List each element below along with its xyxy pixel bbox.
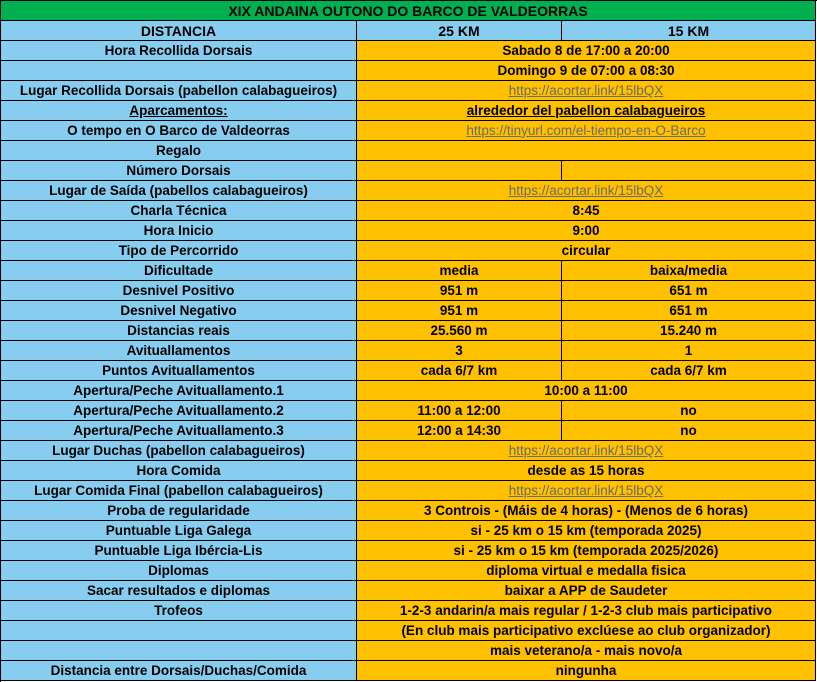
row-value[interactable]: 10:00 a 11:00 <box>357 381 816 401</box>
row-label[interactable]: O tempo en O Barco de Valdeorras <box>1 121 357 141</box>
row-value[interactable] <box>357 141 816 161</box>
row-value-15km[interactable]: cada 6/7 km <box>562 361 816 381</box>
row-label[interactable]: Trofeos <box>1 601 357 621</box>
row-value-25km[interactable]: 12:00 a 14:30 <box>357 421 562 441</box>
row-label[interactable]: Lugar Recollida Dorsais (pabellon calabagueiros) <box>1 81 357 101</box>
row-label[interactable]: Charla Técnica <box>1 201 357 221</box>
row-value[interactable]: (En club mais participativo exclúese ao club organizador) <box>357 621 816 641</box>
row-value-15km[interactable]: 15.240 m <box>562 321 816 341</box>
row-value-15km[interactable]: 1 <box>562 341 816 361</box>
row-label[interactable]: Puntuable Liga Ibércia-Lis <box>1 541 357 561</box>
row-value[interactable]: si - 25 km o 15 km (temporada 2025) <box>357 521 816 541</box>
row-value-15km[interactable] <box>562 161 816 181</box>
row-label[interactable]: Puntos Avituallamentos <box>1 361 357 381</box>
row-label[interactable]: Proba de regularidade <box>1 501 357 521</box>
table-title: XIX ANDAINA OUTONO DO BARCO DE VALDEORRAS <box>1 1 816 21</box>
row-label[interactable]: Diplomas <box>1 561 357 581</box>
row-value-25km[interactable]: 11:00 a 12:00 <box>357 401 562 421</box>
row-value[interactable]: si - 25 km o 15 km (temporada 2025/2026) <box>357 541 816 561</box>
row-value-25km[interactable]: 951 m <box>357 281 562 301</box>
row-label[interactable]: Hora Inicio <box>1 221 357 241</box>
row-label[interactable]: Apertura/Peche Avituallamento.1 <box>1 381 357 401</box>
map-link[interactable]: https://acortar.link/15lbQX <box>357 181 816 201</box>
weather-link[interactable]: https://tinyurl.com/el-tiempo-en-O-Barco <box>357 121 816 141</box>
row-value-15km[interactable]: 651 m <box>562 301 816 321</box>
row-value[interactable]: 1-2-3 andarin/a mais regular / 1-2-3 club mais participativo <box>357 601 816 621</box>
header-distancia: DISTANCIA <box>1 21 357 41</box>
row-label[interactable]: Puntuable Liga Galega <box>1 521 357 541</box>
map-link[interactable]: https://acortar.link/15lbQX <box>357 81 816 101</box>
row-label[interactable]: Dificultade <box>1 261 357 281</box>
row-label[interactable]: Desnivel Negativo <box>1 301 357 321</box>
row-label[interactable] <box>1 61 357 81</box>
header-15km: 15 KM <box>562 21 816 41</box>
row-value-25km[interactable]: cada 6/7 km <box>357 361 562 381</box>
row-label[interactable]: Sacar resultados e diplomas <box>1 581 357 601</box>
row-value[interactable]: 3 Controis - (Máis de 4 horas) - (Menos de 6 horas) <box>357 501 816 521</box>
map-link[interactable]: https://acortar.link/15lbQX <box>357 481 816 501</box>
row-value[interactable]: Domingo 9 de 07:00 a 08:30 <box>357 61 816 81</box>
row-value-15km[interactable]: no <box>562 401 816 421</box>
row-value-25km[interactable]: 25.560 m <box>357 321 562 341</box>
row-label[interactable]: Regalo <box>1 141 357 161</box>
row-value[interactable]: baixar a APP de Saudeter <box>357 581 816 601</box>
row-label[interactable]: Hora Comida <box>1 461 357 481</box>
row-value[interactable]: alrededor del pabellon calabagueiros <box>357 101 816 121</box>
row-value-15km[interactable]: no <box>562 421 816 441</box>
row-label[interactable]: Aparcamentos: <box>1 101 357 121</box>
row-value[interactable]: Sabado 8 de 17:00 a 20:00 <box>357 41 816 61</box>
row-value-25km[interactable]: 3 <box>357 341 562 361</box>
row-label[interactable]: Apertura/Peche Avituallamento.2 <box>1 401 357 421</box>
row-label[interactable]: Tipo de Percorrido <box>1 241 357 261</box>
row-value[interactable]: mais veterano/a - mais novo/a <box>357 641 816 661</box>
row-label[interactable]: Hora Recollida Dorsais <box>1 41 357 61</box>
row-value[interactable]: diploma virtual e medalla fisica <box>357 561 816 581</box>
row-label[interactable]: Lugar Comida Final (pabellon calabagueiros) <box>1 481 357 501</box>
row-label[interactable]: Lugar de Saída (pabellos calabagueiros) <box>1 181 357 201</box>
row-value[interactable]: 8:45 <box>357 201 816 221</box>
map-link[interactable]: https://acortar.link/15lbQX <box>357 441 816 461</box>
row-value[interactable]: 9:00 <box>357 221 816 241</box>
row-value[interactable]: desde as 15 horas <box>357 461 816 481</box>
header-25km: 25 KM <box>357 21 562 41</box>
row-value-25km[interactable] <box>357 161 562 181</box>
row-value-25km[interactable]: 951 m <box>357 301 562 321</box>
row-value-15km[interactable]: baixa/media <box>562 261 816 281</box>
row-label[interactable]: Número Dorsais <box>1 161 357 181</box>
row-value-25km[interactable]: media <box>357 261 562 281</box>
row-label[interactable]: Distancia entre Dorsais/Duchas/Comida <box>1 661 357 681</box>
row-label[interactable]: Distancias reais <box>1 321 357 341</box>
row-label[interactable]: Desnivel Positivo <box>1 281 357 301</box>
row-label[interactable]: Apertura/Peche Avituallamento.3 <box>1 421 357 441</box>
row-label[interactable] <box>1 641 357 661</box>
row-value-15km[interactable]: 651 m <box>562 281 816 301</box>
row-label[interactable]: Avituallamentos <box>1 341 357 361</box>
row-label[interactable] <box>1 621 357 641</box>
row-value[interactable]: circular <box>357 241 816 261</box>
row-value[interactable]: ningunha <box>357 661 816 681</box>
row-label[interactable]: Lugar Duchas (pabellon calabagueiros) <box>1 441 357 461</box>
